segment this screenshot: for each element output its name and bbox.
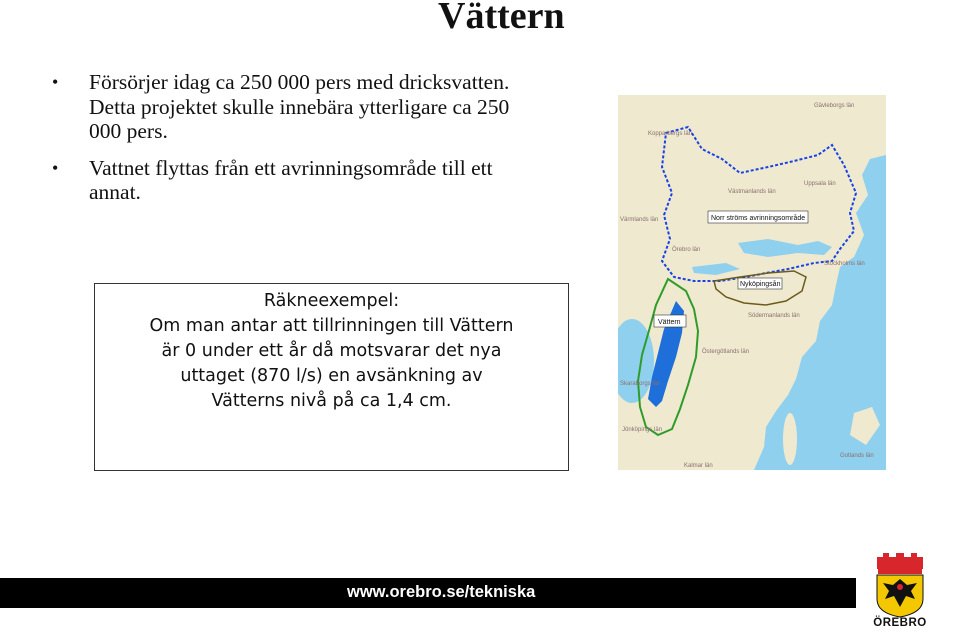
map-place-label: Kopparbergs län	[648, 131, 693, 137]
map-place-label: Skaraborgs län	[620, 381, 661, 387]
catchment-map	[618, 95, 886, 470]
map-place-label: Södermanlands län	[748, 313, 800, 319]
example-line-4: Vätterns nivå på ca 1,4 cm.	[211, 391, 452, 411]
map-place-label: Västmanlands län	[728, 189, 776, 195]
calculation-example-text	[95, 289, 568, 414]
example-line-3: uttaget (870 l/s) en avsänkning av	[180, 366, 483, 386]
map-place-label: Stockholms län	[824, 261, 865, 267]
calculation-example-box	[94, 283, 569, 471]
orebro-logo-text: ÖREBRO	[873, 617, 927, 629]
map-place-label: Gävleborgs län	[814, 103, 855, 109]
norrstrom-callout-label: Norr ströms avrinningsområde	[711, 215, 806, 222]
map-place-label: Värmlands län	[620, 217, 659, 223]
map-island-oland	[783, 413, 797, 465]
example-heading: Räkneexempel:	[263, 291, 400, 311]
map-place-label: Östergötlands län	[702, 349, 750, 355]
bullet-item-2	[52, 156, 522, 205]
bullet-text-2: Vattnet flyttas från ett avrinningsområde till ett annat.	[89, 155, 493, 204]
bullet-item-1	[52, 70, 522, 144]
bullet-icon: •	[52, 72, 59, 92]
map-place-label: Örebro län	[672, 247, 701, 253]
vattern-callout-label: Vättern	[658, 319, 681, 326]
example-line-2: är 0 under ett år då motsvarar det nya	[161, 341, 502, 361]
bullet-text-1: Försörjer idag ca 250 000 pers med dricksvatten. Detta projektet skulle innebära ytterligare ca 250 000 pers.	[89, 70, 510, 143]
bullet-list	[52, 70, 522, 217]
map-place-label: Kalmar län	[684, 463, 713, 469]
example-line-1: Om man antar att tillrinningen till Vättern	[149, 316, 514, 336]
map-place-label: Uppsala län	[804, 181, 836, 187]
slide-title: Vättern	[438, 0, 565, 37]
bullet-icon: •	[52, 157, 59, 178]
nykopingsan-callout-label: Nyköpingsån	[740, 281, 781, 288]
map-place-label: Gotlands län	[840, 453, 874, 459]
map-place-label: Jönköpings län	[622, 427, 663, 433]
footer-url-link[interactable]: www.orebro.se/tekniska	[347, 583, 536, 601]
